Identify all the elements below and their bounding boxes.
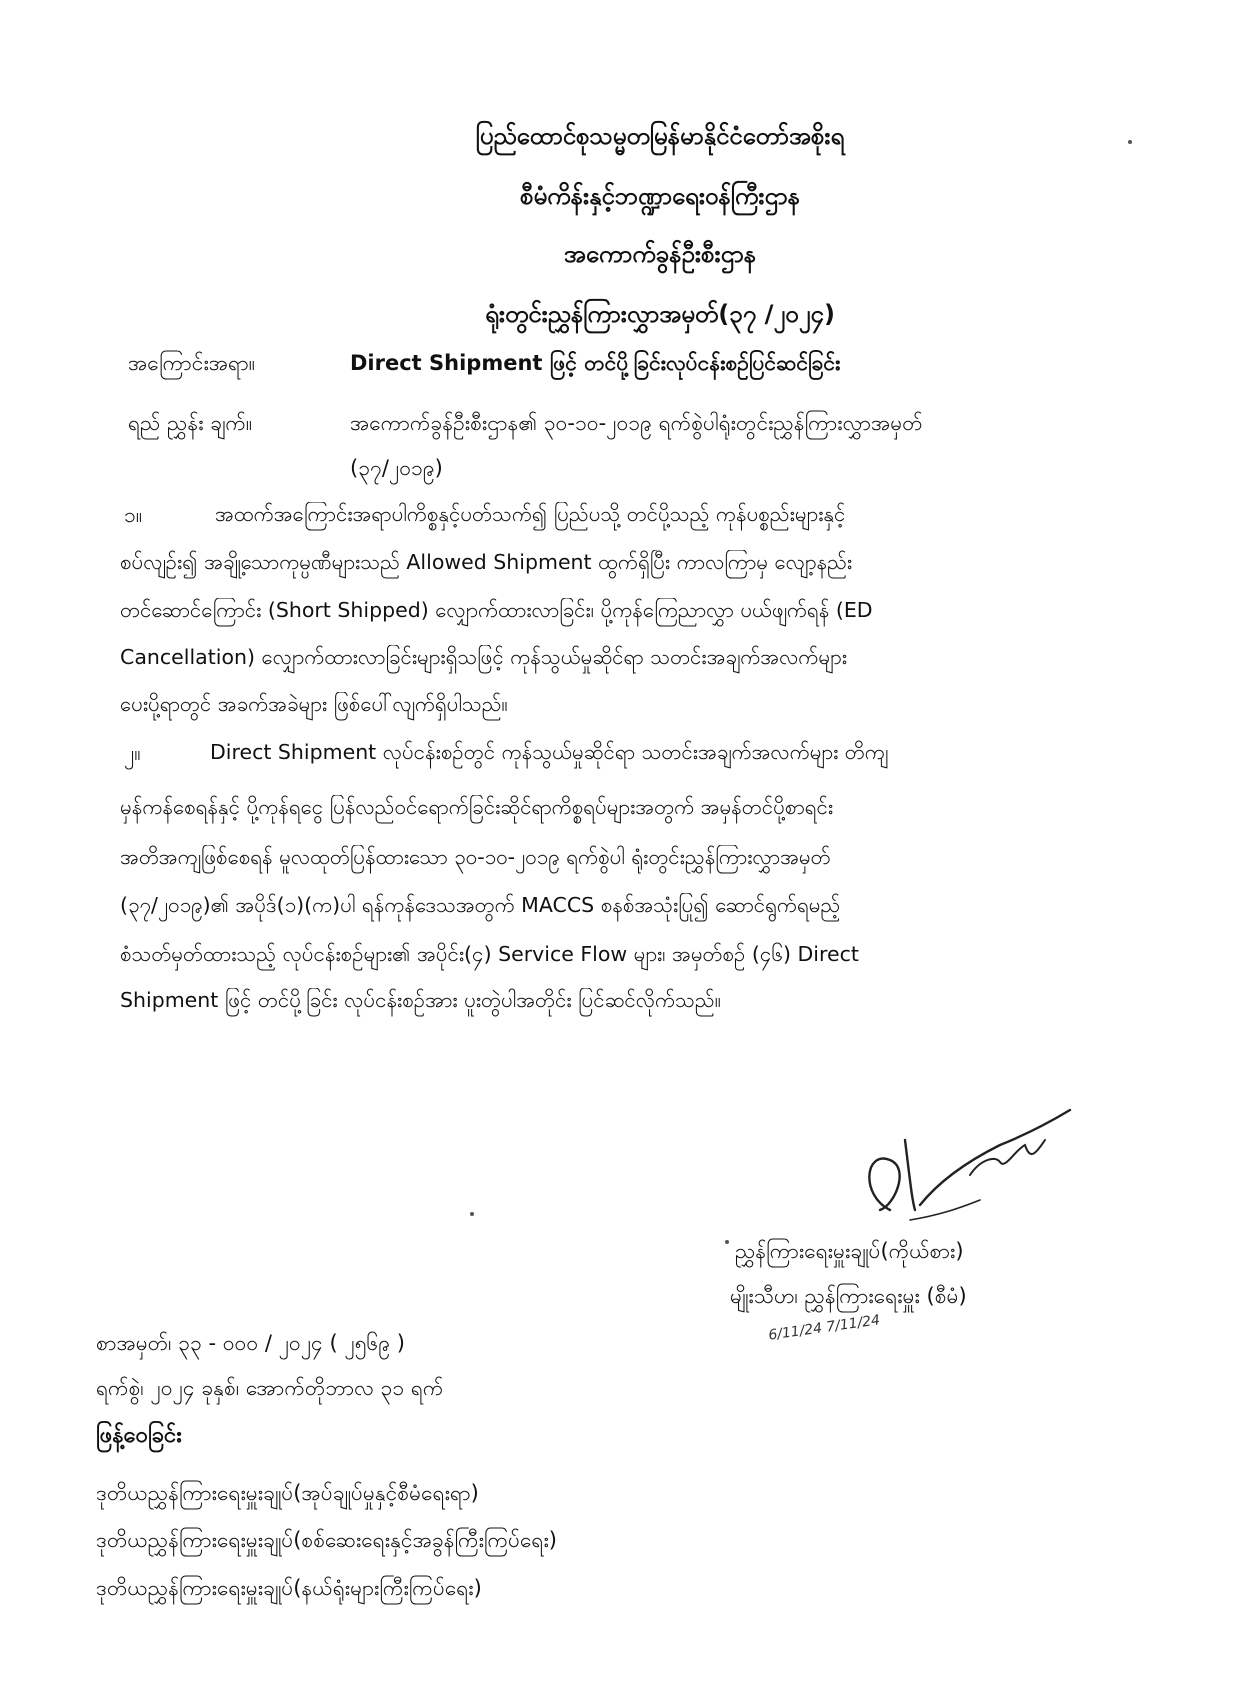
reference-text-line1: အကောက်ခွန်ဦးစီးဌာန၏ ၃၀-၁၀-၂၀၁၉ ရက်စွဲပါရုံးတွင်းညွှန်ကြားလွှာအမှတ်	[350, 411, 923, 435]
header-ministry: စီမံကိန်းနှင့်ဘဏ္ဍာရေးဝန်ကြီးဌာန	[519, 182, 801, 210]
signatory-title: ညွှန်ကြားရေးမှူးချုပ်(ကိုယ်စား)	[735, 1239, 964, 1263]
para1-line: ပေးပို့ရာတွင် အခက်အခဲများ ဖြစ်ပေါ်လျက်ရှိပါသည်။	[120, 692, 508, 716]
initials: 6/11/24 7/11/24	[767, 1312, 881, 1344]
para2-line: အတိအကျဖြစ်စေရန် မူလထုတ်ပြန်ထားသော ၃၀-၁၀-၂၀၁၉ ရက်စွဲပါ ရုံးတွင်းညွှန်ကြားလွှာအမှတ်	[120, 845, 831, 869]
scan-speck	[1128, 140, 1132, 144]
subject-text: Direct Shipment ဖြင့် တင်ပို့ခြင်းလုပ်ငန်းစဉ်ပြင်ဆင်ခြင်း	[350, 351, 841, 375]
reference-label: ရည် ညွှန်း ချက်။	[128, 411, 253, 435]
letter-date: ရက်စွဲ၊ ၂၀၂၄ ခုနှစ်၊ အောက်တိုဘာလ ၃၁ ရက်	[96, 1376, 444, 1400]
reference-text-line2: (၃၇/၂၀၁၉)	[350, 456, 443, 480]
header-department: အကောက်ခွန်ဦးစီးဌာန	[563, 240, 757, 268]
scan-speck	[470, 1212, 474, 1216]
header-government: ပြည်ထောင်စုသမ္မတမြန်မာနိုင်ငံတော်အစိုးရ	[475, 122, 845, 150]
para1-line: တင်ဆောင်ကြောင်း (Short Shipped) လျှောက်ထားလာခြင်း၊ ပို့ကုန်ကြေညာလွှာ ပယ်ဖျက်ရန် (ED	[120, 598, 873, 622]
para1-line: စပ်လျဉ်း၍ အချို့သောကုမ္ပဏီများသည် Allowed Shipment ထွက်ရှိပြီး ကာလကြာမှ လျော့နည်း	[120, 550, 853, 574]
para2-line: စံသတ်မှတ်ထားသည့် လုပ်ငန်းစဉ်များ၏ အပိုင်း(၄) Service Flow များ၊ အမှတ်စဉ် (၄၆) Direct	[120, 942, 859, 966]
handwritten-signature	[850, 1100, 1080, 1240]
para2-line: မှန်ကန်စေရန်နှင့် ပို့ကုန်ရငွေ ပြန်လည်ဝင်ရောက်ခြင်းဆိုင်ရာကိစ္စရပ်များအတွက် အမှန်တင်ပို့စာရင်း	[120, 795, 834, 819]
para1-number: ၁။	[124, 503, 143, 527]
subject-label: အကြောင်းအရာ။	[128, 351, 256, 375]
para2-line: Direct Shipment လုပ်ငန်းစဉ်တွင် ကုန်သွယ်မှုဆိုင်ရာ သတင်းအချက်အလက်များ တိကျ	[210, 740, 889, 764]
signatory-name: မျိုးသီဟ၊ ညွှန်ကြားရေးမှူး (စီမံ)	[730, 1284, 967, 1308]
para1-line: အထက်အကြောင်းအရာပါကိစ္စနှင့်ပတ်သက်၍ ပြည်ပသို့ တင်ပို့သည့် ကုန်ပစ္စည်းများနှင့်	[215, 502, 846, 526]
scan-speck	[725, 1240, 729, 1244]
letter-number: စာအမှတ်၊ ၃၃ - ၀၀၀ / ၂၀၂၄ ( ၂၅၆၉ )	[96, 1331, 406, 1355]
para2-line: Shipment ဖြင့် တင်ပို့ခြင်း လုပ်ငန်းစဉ်အား ပူးတွဲပါအတိုင်း ပြင်ဆင်လိုက်သည်။	[120, 988, 721, 1012]
distribution-item: ဒုတိယညွှန်ကြားရေးမှူးချုပ်(အုပ်ချုပ်မှုနှင့်စီမံရေးရာ)	[96, 1481, 479, 1505]
distribution-item: ဒုတိယညွှန်ကြားရေးမှူးချုပ်(နယ်ရုံးများကြီးကြပ်ရေး)	[96, 1576, 482, 1600]
distribution-heading: ဖြန့်ဝေခြင်း	[96, 1423, 182, 1448]
para2-line: (၃၇/၂၀၁၉)၏ အပိုဒ်(၁)(က)ပါ ရန်ကုန်ဒေသအတွက် MACCS စနစ်အသုံးပြု၍ ဆောင်ရွက်ရမည့်	[120, 893, 841, 917]
distribution-item: ဒုတိယညွှန်ကြားရေးမှူးချုပ်(စစ်ဆေးရေးနှင့်အခွန်ကြီးကြပ်ရေး)	[96, 1528, 557, 1552]
para1-line: Cancellation) လျှောက်ထားလာခြင်းများရှိသဖြင့် ကုန်သွယ်မှုဆိုင်ရာ သတင်းအချက်အလက်များ	[120, 645, 847, 669]
para2-number: ၂။	[124, 741, 141, 765]
header-directive-number: ရုံးတွင်းညွှန်ကြားလွှာအမှတ်(၃၇ /၂၀၂၄)	[485, 300, 835, 328]
